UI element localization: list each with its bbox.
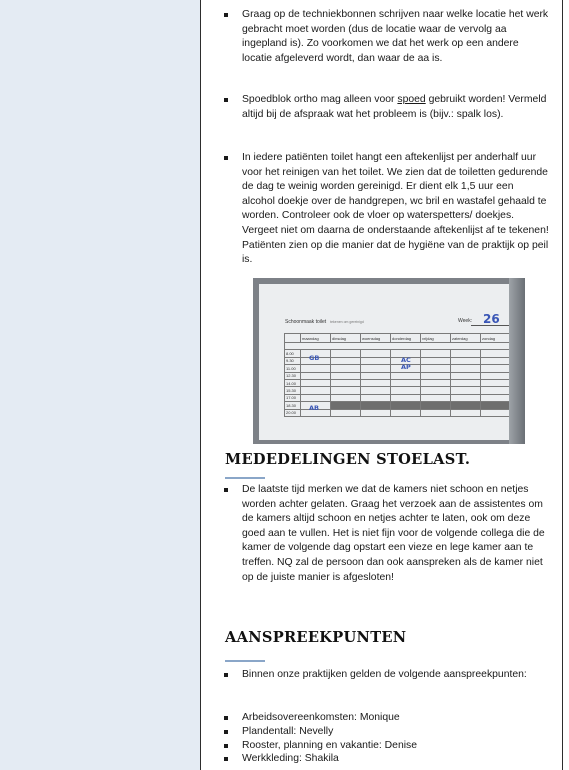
bullet-toilet: [224, 151, 549, 268]
bullet-spoedblok: [224, 93, 549, 122]
day-header: donderdag: [391, 334, 421, 343]
list-item: [224, 752, 549, 766]
spacer-cell: [285, 343, 511, 350]
table-row: [285, 394, 511, 401]
bullet-mark: [224, 13, 228, 17]
page-right-border: [562, 0, 563, 770]
list-item: [224, 711, 549, 725]
bullet-mark: [224, 757, 228, 761]
bullet-text-underlined: spoed: [397, 94, 426, 105]
bullet-mark: [224, 673, 228, 677]
bullet-mark: [224, 730, 228, 734]
checklist-subtitle: tekenen om gereinigd: [330, 320, 364, 324]
bullet-mark: [224, 488, 228, 492]
time-cell: 11.00: [285, 365, 301, 372]
bullet-mark: [224, 744, 228, 748]
table-row: [285, 372, 511, 379]
table-row: [285, 343, 511, 350]
heading-aanspreekpunten: AANSPREEKPUNTEN: [225, 629, 407, 646]
handwritten-mark: AB: [309, 404, 319, 412]
week-value: 26: [483, 312, 500, 326]
time-cell: 14.00: [285, 379, 301, 386]
bullet-mark: [224, 98, 228, 102]
checklist-sheet: [259, 284, 521, 440]
bullet-text: [242, 93, 549, 122]
day-header: woensdag: [361, 334, 391, 343]
bullet-mark: [224, 156, 228, 160]
time-cell: 8.00: [285, 350, 301, 357]
heading-rule: [225, 660, 265, 662]
handwritten-mark: AC: [401, 356, 411, 364]
bullet-text: Graag op de techniekbonnen schrijven naar welke locatie het werk gebracht moet worden (dus de locatie waar de vervolg aa ingepland is). Zo voorkomen we dat het werk op een andere locatie afgeleverd wordt, dan waar de aa is.: [242, 9, 549, 64]
checklist-title: [285, 319, 364, 325]
aanspreekpunten-list: [224, 711, 549, 766]
table-row: [285, 365, 511, 372]
page-sidebar: [0, 0, 201, 770]
bullet-text: In iedere patiënten toilet hangt een aftekenlijst per anderhalf uur voor het reinigen van het toilet. We zien dat de toiletten gedurende de dag te weinig worden gereinigd. Er dient elk 1,5 uur een alcohol doekje over de handgrepen, wc bril en wastafel gehaald te worden. Controleer ook de vloer op waterspetters/ doekjes. Vergeet niet om daarna de onderstaande aftekenlijst af te tekenen! Patiënten zien op die manier dat de hygiëne van de praktijk op peil is.: [242, 152, 549, 266]
day-header: zaterdag: [451, 334, 481, 343]
list-item-text: Werkkleding: Shakila: [242, 753, 339, 765]
bullet-stoelast: [224, 483, 549, 585]
bullet-text-pre: Spoedblok ortho mag alleen voor: [242, 94, 398, 105]
week-label: Week:: [458, 318, 473, 324]
day-header: vrijdag: [421, 334, 451, 343]
bullet-text: Binnen onze praktijken gelden de volgende aanspreekpunten:: [242, 669, 527, 680]
bullet-mark: [224, 716, 228, 720]
list-item: [224, 725, 549, 739]
bullet-text: De laatste tijd merken we dat de kamers niet schoon en netjes worden achter gelaten. Graag het verzoek aan de assistentes om de kamers altijd schoon en netjes achter te laten, ook om deze goed aan te vullen. Het is niet fijn voor de volgende collega die de kamer de volgende dag opstart een vieze en lege kamer aan te treffen. NQ zal de persoon dan ook aanspreken als de kamer niet op de juiste manier is afgesloten!: [242, 484, 545, 583]
handwritten-mark: AP: [401, 363, 411, 371]
table-row: [285, 379, 511, 386]
time-cell: 18.30: [285, 402, 301, 409]
bullet-text-post: gebruikt worden! Vermeld altijd bij de afspraak wat het probleem is (bijv.: spalk los).: [242, 94, 547, 120]
heading-rule: [225, 477, 265, 479]
cleaning-checklist-photo: [253, 278, 525, 444]
day-header: dinsdag: [331, 334, 361, 343]
list-item-text: Plandentall: Nevelly: [242, 725, 334, 737]
corner-cell: [285, 334, 301, 343]
bullet-aanspreek-intro: [224, 668, 549, 683]
photo-edge: [509, 278, 525, 444]
table-row: [285, 387, 511, 394]
table-header-row: [285, 334, 511, 343]
time-cell: 12.30: [285, 372, 301, 379]
day-header: zondag: [481, 334, 511, 343]
time-cell: 15.30: [285, 387, 301, 394]
list-item-text: Rooster, planning en vakantie: Denise: [242, 739, 418, 751]
time-cell: 9.30: [285, 357, 301, 364]
heading-mededelingen-stoelast: MEDEDELINGEN STOELAST.: [225, 451, 471, 468]
list-item: [224, 739, 549, 753]
time-cell: 20.00: [285, 409, 301, 416]
checklist-title-text: Schoonmaak toilet: [285, 319, 327, 325]
time-cell: 17.00: [285, 394, 301, 401]
day-header: maandag: [301, 334, 331, 343]
list-item-text: Arbeidsovereenkomsten: Monique: [242, 712, 400, 723]
handwritten-mark: GB: [309, 354, 320, 362]
bullet-techniekbonnen: [224, 8, 549, 66]
